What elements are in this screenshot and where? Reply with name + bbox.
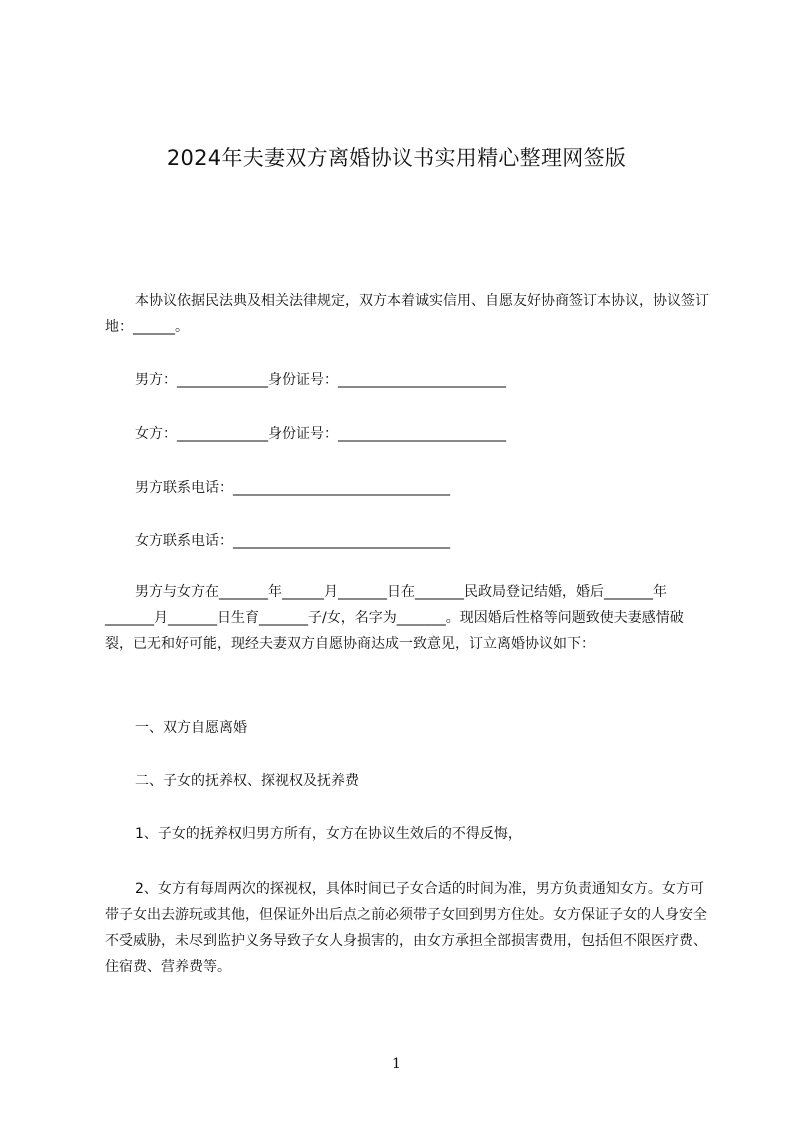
intro-paragraph: 本协议依据民法典及相关法律规定，双方本着诚实信用、自愿友好协商签订本协议，协议签订地：______。 xyxy=(105,293,709,335)
clause-2-paragraph: 2、女方有每周两次的探视权，具体时间已子女合适的时间为准，男方负责通知女方。女方可带子女出去游玩或其他，但保证外出后点之前必须带子女回到男方住处。女方保证子女的人身安全不受威胁，未尽到监护义务导致子女人身损害的，由女方承担全部损害费用，包括但不限医疗费、住宿费、营养费等。 xyxy=(105,881,707,975)
husband-phone-line: 男方联系电话：_______________________________ xyxy=(135,480,450,496)
husband-id-line: 男方：_____________身份证号：________________________ xyxy=(135,372,506,388)
wife-id-line: 女方：_____________身份证号：________________________ xyxy=(135,426,506,442)
document-title: 2024年夫妻双方离婚协议书实用精心整理网签版 xyxy=(166,146,627,170)
page-number: 1 xyxy=(392,1056,401,1072)
wife-phone-line: 女方联系电话：_______________________________ xyxy=(135,533,450,549)
marriage-paragraph: 男方与女方在_______年______月_______日在_______民政局登记结婚，婚后_______年_______月_______日生育_______子/女，名字为_______。现因婚后性格等问题致使夫妻感情破裂，已无和好可能，现经夫妻双方自愿协商达成一致意见，订立离婚协议如下： xyxy=(105,584,684,652)
section-1-heading: 一、双方自愿离婚 xyxy=(135,720,247,736)
section-2-heading: 二、子女的抚养权、探视权及抚养费 xyxy=(135,773,359,789)
clause-1: 1、子女的抚养权归男方所有，女方在协议生效后的不得反悔， xyxy=(135,826,522,842)
